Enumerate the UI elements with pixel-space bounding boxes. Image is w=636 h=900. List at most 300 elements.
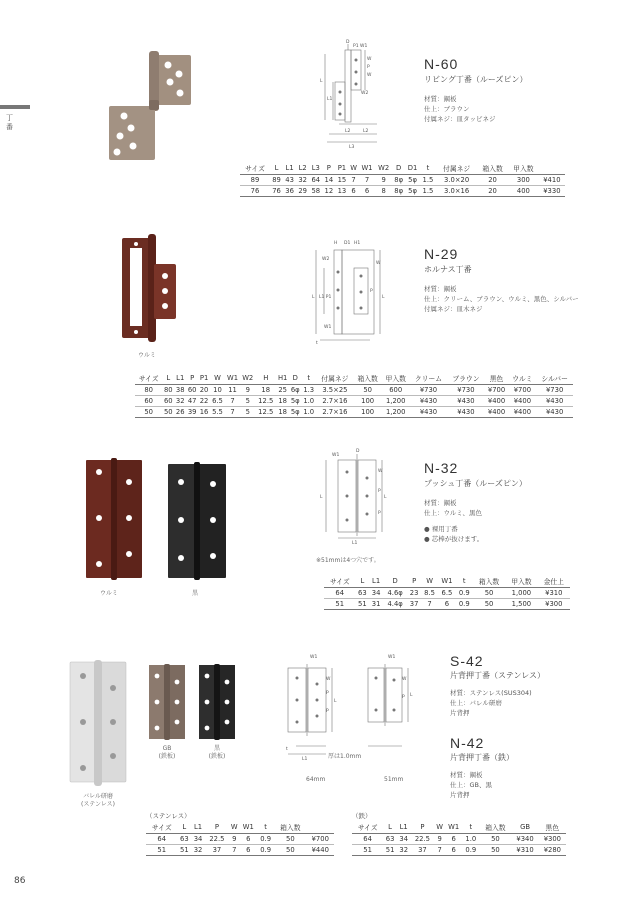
- table-cell: 7: [229, 845, 240, 856]
- n29-table-header: [135, 372, 573, 385]
- svg-text:L3: L3: [349, 145, 355, 150]
- s42-name: 片背押丁番（ステンレス）: [450, 671, 545, 680]
- n42-spec-finish: 仕上：GB、黒: [450, 781, 492, 789]
- svg-text:P: P: [378, 489, 381, 494]
- table-cell: ¥400: [485, 396, 509, 407]
- table-cell: 23: [407, 588, 421, 599]
- svg-text:W1: W1: [388, 655, 396, 660]
- table-cell: 2.7×16: [316, 407, 353, 418]
- table-cell: 64: [309, 175, 322, 186]
- table-header-cell: L: [383, 821, 397, 834]
- svg-text:W2: W2: [322, 257, 330, 262]
- n42-table-title: （鉄）: [352, 812, 372, 820]
- n32-photo-black: [166, 462, 228, 580]
- svg-text:L: L: [320, 495, 323, 500]
- table-cell: 6.5: [210, 396, 225, 407]
- s42-drawing-64: [282, 650, 352, 760]
- table-header-cell: サイズ: [146, 821, 177, 834]
- n60-code: N-60: [424, 56, 459, 72]
- svg-text:t: t: [316, 341, 318, 346]
- svg-text:W: W: [367, 73, 372, 78]
- table-cell: 51: [146, 845, 177, 856]
- table-cell: 60: [163, 397, 173, 405]
- table-cell: 5φ: [290, 408, 300, 416]
- table-header-cell: GB: [511, 821, 538, 834]
- n32-name: プッシュ丁番（ルーズピン）: [424, 479, 527, 488]
- s42-caption-black: 黒 (鉄板): [208, 745, 226, 760]
- table-cell: 51: [383, 845, 397, 856]
- n60-drawing: [315, 42, 395, 150]
- table-cell: 34: [191, 834, 205, 845]
- table-row: [146, 845, 334, 856]
- table-header-cell: W: [229, 821, 240, 834]
- table-cell: 0.9: [456, 599, 473, 610]
- table-cell: 89: [270, 175, 283, 186]
- n42-spec-type: 片背押: [450, 791, 470, 799]
- table-cell: 100: [354, 396, 382, 407]
- table-header-cell: サイズ: [352, 821, 383, 834]
- table-cell: 51: [356, 599, 370, 610]
- table-cell: 5: [240, 396, 255, 407]
- table-cell: 63: [383, 834, 397, 845]
- table-header-cell: サイズ: [240, 162, 270, 175]
- table-row: [135, 407, 573, 418]
- table-row: [352, 834, 566, 845]
- n32-bullet: [424, 534, 483, 544]
- table-header-cell: L2: [296, 162, 309, 175]
- table-cell: 14: [322, 175, 335, 186]
- table-cell: ¥700: [508, 385, 536, 396]
- table-header-cell: P: [322, 162, 335, 175]
- table-cell: 38: [175, 386, 185, 394]
- n32-table-header: [324, 575, 570, 588]
- table-cell: ¥730: [410, 385, 447, 396]
- table-cell: 63: [177, 834, 191, 845]
- s42-spec-finish: 仕上：バレル研磨: [450, 699, 502, 707]
- table-cell: 51: [177, 845, 191, 856]
- table-cell: 39: [187, 408, 197, 416]
- table-cell: ¥330: [539, 186, 565, 197]
- table-cell: 32: [296, 175, 309, 186]
- n29-drawing: [310, 238, 395, 348]
- table-cell: 6: [445, 845, 462, 856]
- table-cell: 9: [375, 175, 392, 186]
- table-cell: 1,200: [382, 396, 410, 407]
- table-cell: 60: [135, 396, 162, 407]
- table-cell: 63: [356, 588, 370, 599]
- svg-text:P: P: [367, 65, 370, 70]
- table-cell: 20: [477, 175, 508, 186]
- table-cell: ¥700: [307, 834, 335, 845]
- table-cell: 76: [270, 186, 283, 197]
- svg-text:P: P: [326, 709, 329, 714]
- table-cell: 51: [324, 599, 356, 610]
- table-cell: 37: [411, 845, 435, 856]
- table-header-cell: 甲入数: [382, 372, 410, 385]
- table-cell: 1,500: [505, 599, 537, 610]
- table-header-cell: W1: [438, 575, 456, 588]
- table-cell: 76: [240, 186, 270, 197]
- table-cell: 43: [283, 175, 296, 186]
- n32-spec-material: 材質：鋼板: [424, 499, 457, 507]
- table-header-cell: W: [434, 821, 445, 834]
- table-cell: ¥430: [447, 407, 484, 418]
- n29-name: ホルナス丁番: [424, 265, 472, 274]
- bullet-icon: ●: [424, 535, 430, 543]
- svg-text:W2: W2: [361, 91, 369, 96]
- table-row: [135, 396, 573, 407]
- table-cell: 600: [382, 385, 410, 396]
- table-cell: 37: [407, 599, 421, 610]
- table-cell: 8φ: [392, 175, 405, 186]
- table-header-cell: t: [257, 821, 274, 834]
- svg-text:D: D: [356, 449, 360, 454]
- table-header-cell: t: [301, 372, 316, 385]
- table-cell: 100: [354, 407, 382, 418]
- table-cell: 3.0×20: [436, 175, 477, 186]
- table-row: [240, 186, 565, 197]
- table-cell: 7: [359, 175, 376, 186]
- table-cell: ¥280: [539, 845, 566, 856]
- table-cell: 6: [445, 834, 462, 845]
- table-header-cell: W1: [225, 372, 240, 385]
- n32-spec-finish: 仕上：ウルミ、黒色: [424, 509, 483, 517]
- table-cell: 26: [175, 408, 185, 416]
- table-row: [352, 845, 566, 856]
- n60-spec-material: 材質：鋼板: [424, 95, 457, 103]
- table-cell: 50: [274, 845, 306, 856]
- table-cell: 6: [240, 845, 258, 856]
- table-header-cell: L: [270, 162, 283, 175]
- table-header-cell: D: [392, 162, 405, 175]
- table-header-cell: t: [420, 162, 436, 175]
- n29-spec-material: 材質：鋼板: [424, 285, 457, 293]
- table-cell: ¥310: [511, 845, 538, 856]
- table-header-cell: 黒色: [485, 372, 509, 385]
- table-cell: 64: [146, 834, 177, 845]
- n32-note: ※51mmは4つ穴です。: [316, 557, 380, 564]
- n32-bullets: [424, 524, 483, 544]
- svg-text:P: P: [370, 289, 373, 294]
- svg-text:P: P: [326, 691, 329, 696]
- n60-spec-screw: 付属ネジ：皿タッピネジ: [424, 115, 496, 123]
- n42-specs: [450, 770, 492, 800]
- svg-text:L: L: [334, 699, 337, 704]
- table-cell: 6.5: [438, 588, 456, 599]
- svg-text:t: t: [286, 747, 288, 752]
- table-cell: 47: [187, 397, 197, 405]
- table-cell: 1.0: [462, 834, 479, 845]
- table-header-cell: シルバー: [536, 372, 573, 385]
- table-header-cell: L1: [283, 162, 296, 175]
- svg-text:W: W: [378, 469, 383, 474]
- table-header-cell: 箱入数: [274, 821, 306, 834]
- svg-text:W1: W1: [324, 325, 332, 330]
- s42-table: [146, 821, 334, 856]
- table-cell: 0.9: [257, 845, 274, 856]
- table-cell: ¥430: [536, 407, 573, 418]
- table-cell: 50: [473, 588, 505, 599]
- n32-photo-urumi: [84, 458, 144, 580]
- table-cell: ¥440: [307, 845, 335, 856]
- table-cell: 7: [225, 396, 240, 407]
- table-cell: 16: [199, 408, 209, 416]
- svg-text:L2: L2: [363, 129, 369, 134]
- table-cell: 4.6φ: [383, 588, 407, 599]
- table-cell: 1.5: [420, 186, 436, 197]
- n29-spec-finish: 仕上：クリーム、ブラウン、ウルミ、黒色、シルバー: [424, 295, 579, 303]
- svg-text:W1: W1: [310, 655, 318, 660]
- table-header-cell: W: [348, 162, 358, 175]
- table-header-cell: W2: [375, 162, 392, 175]
- table-cell: 1.3: [301, 385, 316, 396]
- n42-table: [352, 821, 566, 856]
- side-index-label: 丁番: [6, 114, 13, 131]
- table-cell: 50: [163, 408, 173, 416]
- table-cell: 5φ: [405, 186, 419, 197]
- table-cell: 0.9: [257, 834, 274, 845]
- table-header-cell: W1: [240, 821, 258, 834]
- s42-specs: [450, 688, 532, 718]
- table-header-cell: 箱入数: [477, 162, 508, 175]
- s42-photo-gb: [148, 664, 186, 740]
- table-row: [324, 588, 570, 599]
- n42-table-header: [352, 821, 566, 834]
- svg-text:D1: D1: [344, 241, 351, 246]
- table-cell: ¥400: [508, 396, 536, 407]
- table-cell: 12: [322, 186, 335, 197]
- table-cell: 8.5: [421, 588, 438, 599]
- table-cell: 80: [163, 386, 173, 394]
- table-cell: 1.0: [301, 407, 316, 418]
- table-cell: 7: [434, 845, 445, 856]
- n42-spec-material: 材質：鋼板: [450, 771, 483, 779]
- table-cell: ¥300: [538, 599, 570, 610]
- table-cell: 64: [352, 834, 383, 845]
- table-cell: 6φ: [290, 386, 300, 394]
- table-cell: ¥340: [511, 834, 538, 845]
- svg-text:L1: L1: [352, 541, 358, 546]
- svg-text:W: W: [402, 677, 407, 682]
- n42-code: N-42: [450, 735, 485, 751]
- table-row: [135, 385, 573, 396]
- s42-spec-type: 片背押: [450, 709, 470, 717]
- table-header-cell: D1: [405, 162, 419, 175]
- table-header-cell: 黒色: [539, 821, 566, 834]
- svg-text:P1 W1: P1 W1: [353, 44, 368, 49]
- table-cell: 18: [276, 407, 289, 418]
- table-header-cell: L1: [174, 372, 186, 385]
- n60-photo: [105, 48, 195, 163]
- table-cell: 50: [479, 834, 511, 845]
- svg-text:P: P: [378, 511, 381, 516]
- table-cell: 3.5×25: [316, 385, 353, 396]
- table-row: [324, 599, 570, 610]
- table-cell: 32: [397, 845, 411, 856]
- table-cell: 50: [479, 845, 511, 856]
- table-cell: 0.9: [456, 588, 473, 599]
- svg-text:H: H: [334, 241, 338, 246]
- table-cell: 25: [276, 385, 289, 396]
- table-header-cell: L3: [309, 162, 322, 175]
- table-cell: 22.5: [411, 834, 435, 845]
- table-cell: 9: [229, 834, 240, 845]
- s42-table-title: （ステンレス）: [146, 812, 191, 820]
- table-cell: 5φ: [290, 397, 300, 405]
- table-cell: ¥400: [485, 407, 509, 418]
- n32-specs: [424, 498, 482, 518]
- svg-text:L1 P1: L1 P1: [319, 295, 332, 300]
- n60-spec-finish: 仕上：ブラウン: [424, 105, 470, 113]
- table-row: [240, 175, 565, 186]
- table-cell: 20: [477, 186, 508, 197]
- s42-photo-black: [198, 664, 236, 740]
- n32-bullet: [424, 524, 483, 534]
- svg-text:L: L: [312, 295, 315, 300]
- table-cell: 12.5: [255, 407, 276, 418]
- table-cell: 51: [352, 845, 383, 856]
- table-cell: 22: [199, 397, 209, 405]
- table-header-cell: サイズ: [135, 372, 162, 385]
- n32-drawing: [318, 448, 398, 548]
- table-header-cell: クリーム: [410, 372, 447, 385]
- table-cell: ¥310: [538, 588, 570, 599]
- svg-text:L: L: [320, 79, 323, 84]
- table-header-cell: W1: [445, 821, 462, 834]
- bullet-icon: ●: [424, 525, 430, 533]
- s42-caption-steel: バレル研磨 (ステンレス): [81, 793, 115, 808]
- table-cell: 300: [508, 175, 539, 186]
- table-cell: 6: [348, 186, 358, 197]
- table-cell: ¥430: [410, 407, 447, 418]
- s42-drawing-label-51: 51mm: [384, 776, 404, 783]
- table-cell: 7: [348, 175, 358, 186]
- table-cell: 8φ: [392, 186, 405, 197]
- table-header-cell: 付属ネジ: [316, 372, 353, 385]
- table-cell: 400: [508, 186, 539, 197]
- table-header-cell: W: [421, 575, 438, 588]
- table-cell: ¥730: [447, 385, 484, 396]
- s42-drawing-51: [362, 650, 422, 760]
- table-cell: 13: [335, 186, 348, 197]
- table-header-cell: 甲入数: [505, 575, 537, 588]
- table-cell: ¥400: [508, 407, 536, 418]
- table-cell: ¥300: [539, 834, 566, 845]
- table-cell: ¥430: [410, 396, 447, 407]
- svg-text:W1: W1: [332, 453, 340, 458]
- table-cell: 6: [438, 599, 456, 610]
- s42-code: S-42: [450, 653, 484, 669]
- table-cell: 5φ: [405, 175, 419, 186]
- svg-text:L: L: [382, 295, 385, 300]
- table-cell: 7: [225, 407, 240, 418]
- table-cell: 32: [191, 845, 205, 856]
- table-row: [146, 834, 334, 845]
- svg-text:P: P: [402, 695, 405, 700]
- table-cell: 50: [354, 385, 382, 396]
- table-cell: 4.4φ: [383, 599, 407, 610]
- table-header-cell: L: [177, 821, 191, 834]
- table-cell: 1,200: [382, 407, 410, 418]
- table-header-cell: P1: [198, 372, 210, 385]
- n32-caption-black: 黒: [192, 590, 199, 597]
- n29-photo: [118, 234, 180, 344]
- table-header-cell: P: [411, 821, 435, 834]
- n29-spec-screw: 付属ネジ：皿木ネジ: [424, 305, 483, 313]
- table-cell: 50: [135, 407, 162, 418]
- n29-table: [135, 372, 573, 418]
- svg-text:W: W: [367, 57, 372, 62]
- table-cell: 1,000: [505, 588, 537, 599]
- table-cell: 36: [283, 186, 296, 197]
- table-header-cell: P: [186, 372, 198, 385]
- n32-bullet-text: 裸用丁番: [431, 525, 458, 533]
- table-header-cell: H: [255, 372, 276, 385]
- table-header-cell: L1: [397, 821, 411, 834]
- n29-photo-caption: ウルミ: [138, 352, 156, 359]
- table-cell: 3.0×16: [436, 186, 477, 197]
- page-number: 86: [14, 876, 26, 886]
- s42-photo-steel: [68, 660, 128, 786]
- table-cell: 31: [369, 599, 383, 610]
- table-cell: 50: [274, 834, 306, 845]
- table-header-cell: W2: [240, 372, 255, 385]
- table-header-cell: 箱入数: [479, 821, 511, 834]
- table-cell: 10: [210, 385, 225, 396]
- n32-bullet-text: 芯棒が抜けます。: [431, 535, 484, 543]
- svg-text:L1: L1: [327, 97, 333, 102]
- table-cell: 6: [359, 186, 376, 197]
- n60-table: [240, 162, 565, 197]
- n42-name: 片背押丁番（鉄）: [450, 753, 514, 762]
- table-header-cell: L: [356, 575, 370, 588]
- s42-caption-gb: GB (鉄板): [158, 745, 176, 760]
- table-cell: 89: [240, 175, 270, 186]
- svg-text:W: W: [326, 677, 331, 682]
- s42-drawing-note: 厚は1.0mm: [328, 753, 362, 760]
- table-header-cell: 箱入数: [473, 575, 505, 588]
- table-header-cell: D: [383, 575, 407, 588]
- table-header-cell: 金仕上: [538, 575, 570, 588]
- table-cell: 37: [205, 845, 229, 856]
- table-cell: 60: [187, 386, 197, 394]
- n60-name: リビング丁番（ルーズピン）: [424, 75, 528, 84]
- table-cell: ¥700: [485, 385, 509, 396]
- table-cell: 50: [473, 599, 505, 610]
- table-header-cell: P1: [335, 162, 348, 175]
- svg-text:D: D: [346, 40, 350, 45]
- table-cell: 1.5: [420, 175, 436, 186]
- table-cell: 9: [240, 385, 255, 396]
- table-cell: 12.5: [255, 396, 276, 407]
- svg-text:L1: L1: [302, 757, 308, 762]
- table-cell: 6: [240, 834, 258, 845]
- s42-spec-material: 材質：ステンレス(SUS304): [450, 689, 532, 697]
- table-cell: ¥430: [536, 396, 573, 407]
- table-cell: 29: [296, 186, 309, 197]
- table-header-cell: L1: [191, 821, 205, 834]
- table-cell: ¥730: [536, 385, 573, 396]
- table-cell: 5.5: [210, 407, 225, 418]
- svg-text:W: W: [376, 261, 381, 266]
- table-cell: 22.5: [205, 834, 229, 845]
- table-header-cell: D: [289, 372, 301, 385]
- table-cell: 34: [397, 834, 411, 845]
- table-header-cell: H1: [276, 372, 289, 385]
- n60-specs: [424, 94, 496, 124]
- table-cell: 18: [255, 385, 276, 396]
- svg-text:H1: H1: [354, 241, 361, 246]
